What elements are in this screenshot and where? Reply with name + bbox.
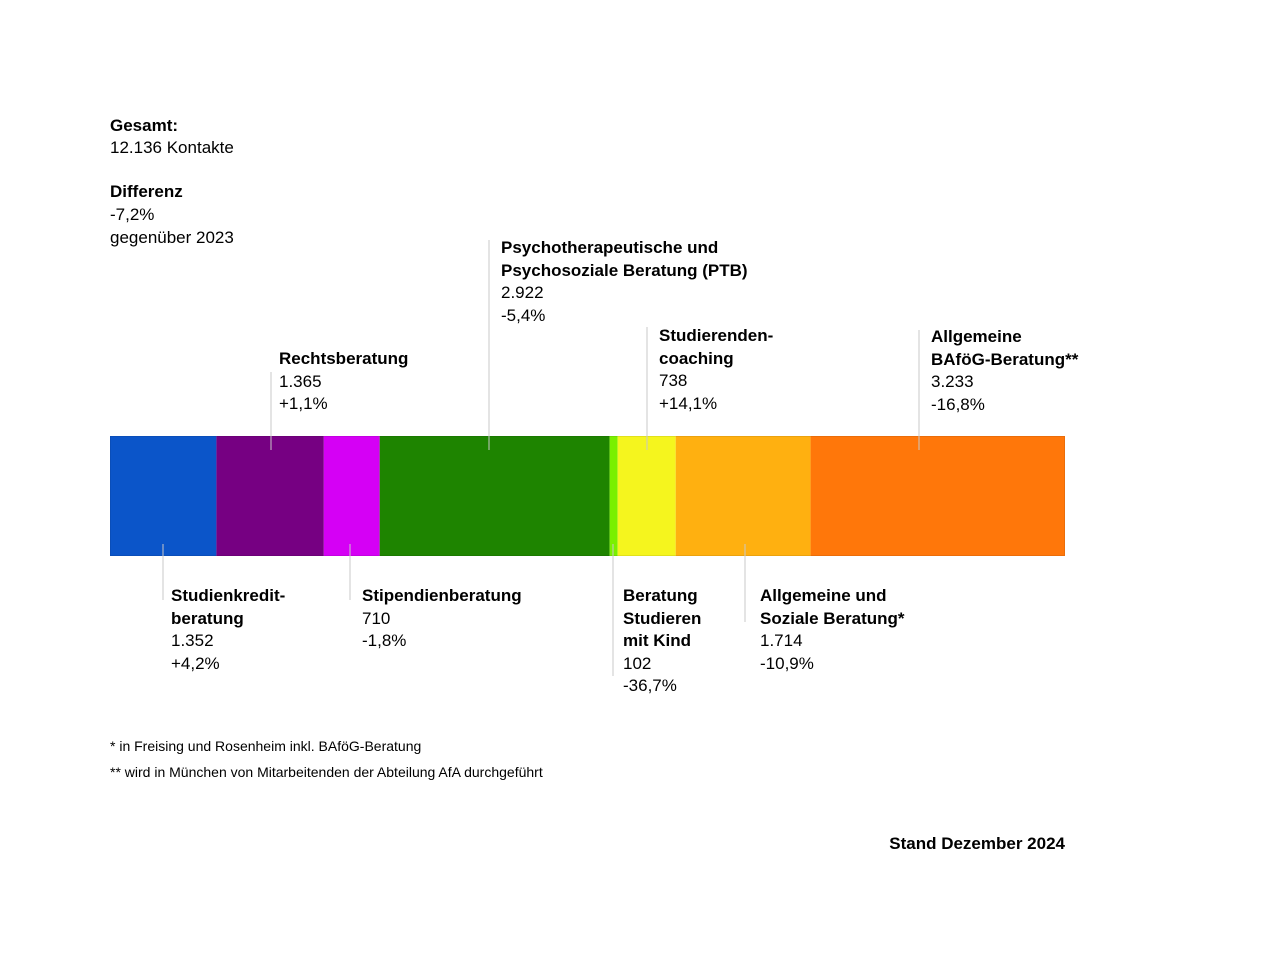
segment-value: 1.365 xyxy=(279,371,322,391)
callout-studienkredit xyxy=(171,585,285,675)
segment-title-line: Psychotherapeutische und xyxy=(501,238,719,257)
segment-change: -5,4% xyxy=(501,305,546,325)
total-label: Gesamt: xyxy=(110,116,179,135)
segment-title-line: mit Kind xyxy=(623,631,691,651)
segment-title-line: Studierenden- xyxy=(659,326,774,345)
segment-title-line: Allgemeine xyxy=(931,327,1022,346)
callout-ptb xyxy=(501,237,748,327)
segment-value: 710 xyxy=(362,608,391,628)
segment-change: +1,1% xyxy=(279,394,328,414)
callout-coaching xyxy=(659,325,773,415)
segment-title-line: Allgemeine und xyxy=(760,586,887,605)
segment-value: 2.922 xyxy=(501,283,544,303)
segment-change: +4,2% xyxy=(171,653,220,673)
footnote-2: ** wird in München von Mitarbeitenden der Abteilung AfA durchgeführt xyxy=(110,764,543,780)
segment-title-line: Beratung xyxy=(623,586,698,605)
segment-title-line: beratung xyxy=(171,608,244,628)
segment-title-line: Rechtsberatung xyxy=(279,349,409,368)
segment-title-line: BAföG-Beratung** xyxy=(931,349,1079,369)
segment-title-line: Stipendienberatung xyxy=(362,586,522,605)
segment-value: 3.233 xyxy=(931,372,974,392)
segment-change: +14,1% xyxy=(659,393,718,413)
bar-segment-allgsozial xyxy=(676,436,811,556)
segment-value: 102 xyxy=(623,653,652,673)
bar-segment-bafoeg xyxy=(811,436,1065,556)
bar-segment-kind xyxy=(610,436,618,556)
segment-title-line: Studieren xyxy=(623,608,702,628)
callout-bafoeg xyxy=(931,326,1078,416)
segment-change: -10,9% xyxy=(760,653,814,673)
difference-reference: gegenüber 2023 xyxy=(110,228,234,247)
callout-allgsozial xyxy=(760,585,905,675)
stand-date: Stand Dezember 2024 xyxy=(889,834,1065,853)
bar-segment-stipendien xyxy=(324,436,380,556)
total-value: 12.136 Kontakte xyxy=(110,138,234,157)
segment-value: 1.714 xyxy=(760,631,803,651)
segment-change: -1,8% xyxy=(362,631,407,651)
segment-change: -16,8% xyxy=(931,394,985,414)
bar-segment-studienkredit xyxy=(110,436,216,556)
segment-change: -36,7% xyxy=(623,676,677,696)
segment-title-line: Studienkredit- xyxy=(171,586,286,605)
segment-value: 1.352 xyxy=(171,631,214,651)
bar-segment-ptb xyxy=(380,436,610,556)
segment-value: 738 xyxy=(659,371,688,391)
difference-value: -7,2% xyxy=(110,205,155,224)
segment-title-line: Psychosoziale Beratung (PTB) xyxy=(501,260,748,280)
bar-segment-coaching xyxy=(618,436,676,556)
segment-title-line: Soziale Beratung* xyxy=(760,608,905,628)
footnote-1: * in Freising und Rosenheim inkl. BAföG-Beratung xyxy=(110,738,422,754)
callout-stipendien xyxy=(362,585,522,653)
bar-segment-recht xyxy=(216,436,323,556)
callout-kind xyxy=(623,585,701,698)
callout-recht xyxy=(279,348,408,416)
difference-label: Differenz xyxy=(110,182,183,201)
segment-title-line: coaching xyxy=(659,348,734,368)
